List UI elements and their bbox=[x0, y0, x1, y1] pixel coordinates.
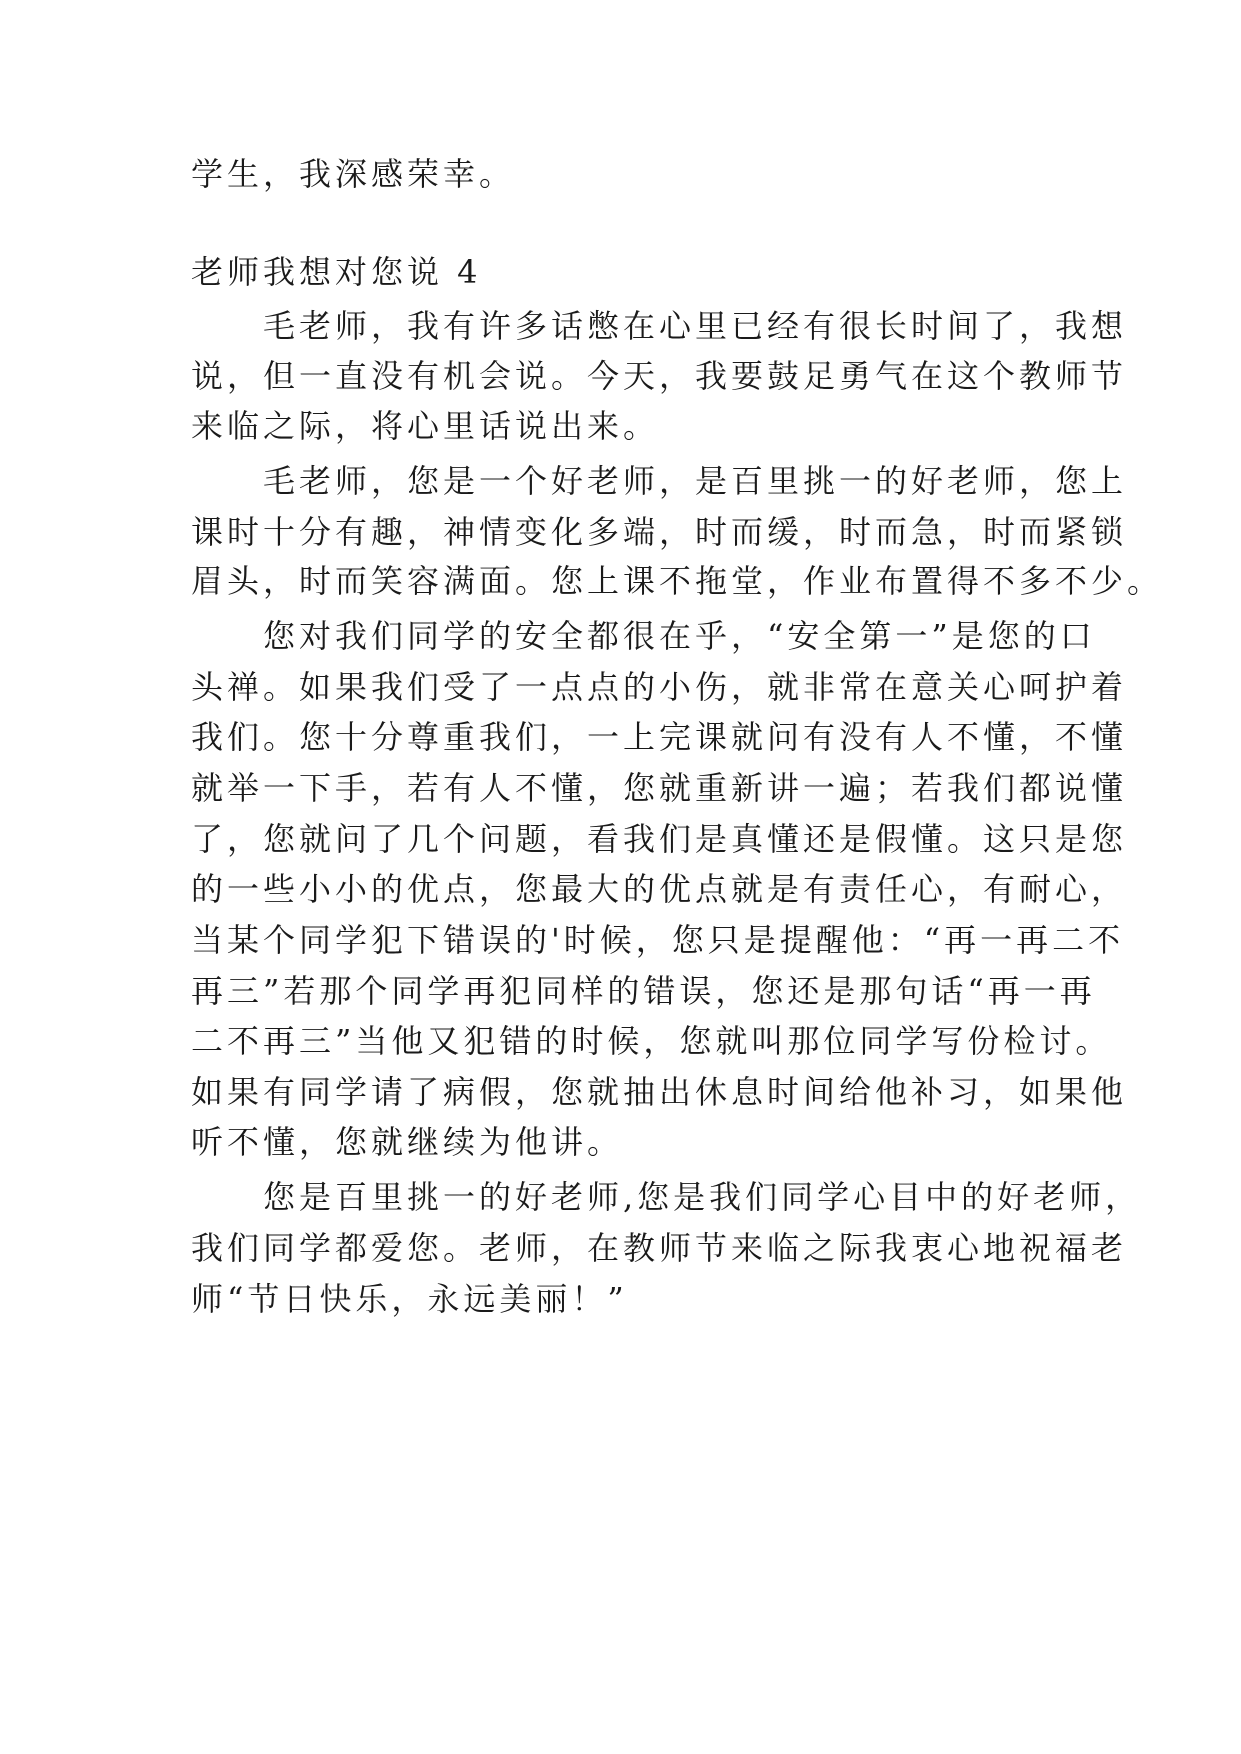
paragraph-line: 我们。您十分尊重我们，一上完课就问有没有人不懂，不懂 bbox=[191, 718, 1128, 756]
paragraph-line: 听不懂，您就继续为他讲。 bbox=[191, 1123, 624, 1161]
paragraph-line: 二不再三”当他又犯错的时候，您就叫那位同学写份检讨。 bbox=[191, 1022, 1112, 1060]
opening-line: 学生，我深感荣幸。 bbox=[191, 155, 516, 193]
paragraph-line: 头禅。如果我们受了一点点的小伤，就非常在意关心呵护着 bbox=[191, 668, 1128, 706]
paragraph-line: 我们同学都爱您。老师，在教师节来临之际我衷心地祝福老 bbox=[191, 1229, 1128, 1267]
paragraph-line: 的一些小小的优点，您最大的优点就是有责任心，有耐心， bbox=[191, 870, 1128, 908]
paragraph-line: 如果有同学请了病假，您就抽出休息时间给他补习，如果他 bbox=[191, 1073, 1128, 1111]
paragraph-line: 毛老师，我有许多话憋在心里已经有很长时间了，我想 bbox=[191, 307, 1128, 345]
paragraph-line: 课时十分有趣，神情变化多端，时而缓，时而急，时而紧锁 bbox=[191, 513, 1128, 551]
paragraph-line: 眉头，时而笑容满面。您上课不拖堂，作业布置得不多不少。 bbox=[191, 562, 1164, 600]
paragraph-line: 了，您就问了几个问题，看我们是真懂还是假懂。这只是您 bbox=[191, 820, 1128, 858]
paragraph-line: 就举一下手，若有人不懂，您就重新讲一遍；若我们都说懂 bbox=[191, 769, 1128, 807]
paragraph-line: 再三”若那个同学再犯同样的错误，您还是那句话“再一再 bbox=[191, 972, 1096, 1010]
section-title: 老师我想对您说 4 bbox=[191, 253, 482, 291]
paragraph-line: 您是百里挑一的好老师,您是我们同学心目中的好老师， bbox=[191, 1178, 1142, 1216]
paragraph-line: 说，但一直没有机会说。今天，我要鼓足勇气在这个教师节 bbox=[191, 357, 1128, 395]
paragraph-line: 毛老师，您是一个好老师，是百里挑一的好老师，您上 bbox=[191, 462, 1128, 500]
paragraph-line: 您对我们同学的安全都很在乎，“安全第一”是您的口 bbox=[191, 617, 1096, 655]
paragraph-line: 师“节日快乐，永远美丽！” bbox=[191, 1280, 628, 1318]
paragraph-line: 当某个同学犯下错误的'时候，您只是提醒他：“再一再二不 bbox=[191, 921, 1125, 959]
paragraph-line: 来临之际，将心里话说出来。 bbox=[191, 407, 660, 445]
